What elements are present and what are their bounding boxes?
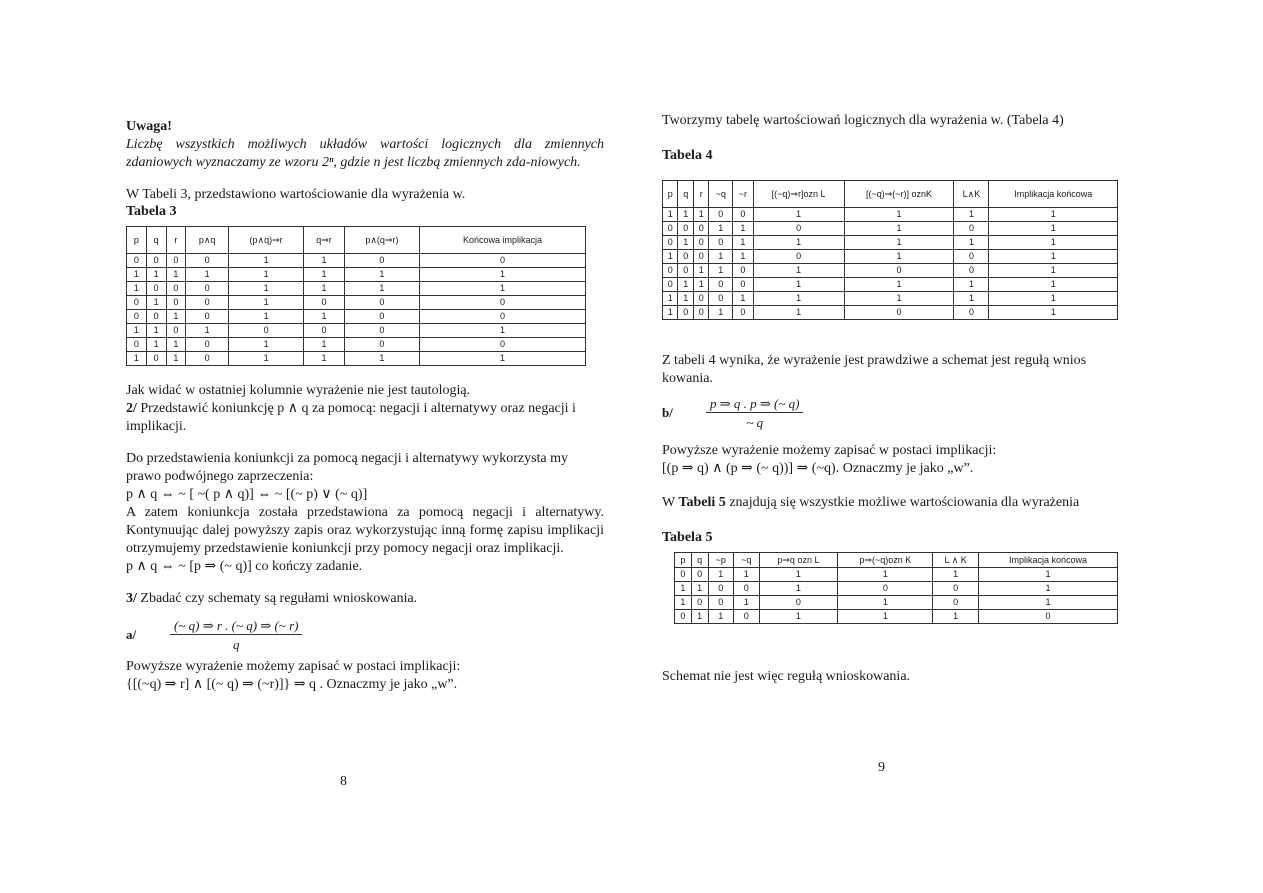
table-cell: 1: [734, 568, 760, 582]
table-cell: 0: [186, 282, 229, 296]
table-cell: 1: [693, 278, 708, 292]
table-cell: 0: [146, 254, 166, 268]
column-header: p⇒(~q)ozn K: [838, 553, 933, 568]
table-row: [675, 610, 1118, 624]
schema-a-label: a/: [126, 627, 137, 643]
table-cell: 1: [127, 352, 147, 366]
table-cell: 1: [146, 268, 166, 282]
table-cell: 1: [304, 254, 345, 268]
table-cell: 0: [678, 306, 693, 320]
table-cell: 0: [844, 264, 954, 278]
task-3-text: Zbadać czy schematy są regułami wnioskowania.: [136, 591, 418, 606]
table-cell: 0: [954, 250, 989, 264]
table5-title: Tabela 5: [662, 530, 713, 545]
table-cell: 0: [733, 278, 754, 292]
schema-b: [662, 396, 1132, 432]
table-row: [675, 596, 1118, 610]
table-cell: 0: [709, 278, 733, 292]
table-cell: 1: [733, 236, 754, 250]
table-cell: 0: [733, 264, 754, 278]
table-cell: 0: [693, 306, 708, 320]
table-cell: 1: [759, 582, 838, 596]
table-cell: 1: [304, 282, 345, 296]
table-cell: 1: [228, 268, 303, 282]
table-cell: 1: [166, 268, 186, 282]
column-header: q: [678, 181, 693, 208]
table-cell: 0: [708, 582, 734, 596]
table-cell: 0: [304, 296, 345, 310]
table-cell: 1: [753, 278, 844, 292]
table-row: [127, 352, 586, 366]
table-cell: 1: [344, 352, 419, 366]
table-cell: 0: [420, 296, 586, 310]
table-cell: 1: [978, 568, 1117, 582]
table-cell: 1: [420, 324, 586, 338]
formula-1: p ∧ q ⇔ ~ [ ~( p ∧ q)] ⇔ ~ [(~ p) ∨ (~ q)]: [126, 487, 368, 502]
table-5: [674, 552, 1118, 624]
table-cell: 1: [304, 310, 345, 324]
implication-note-left: Powyższe wyrażenie możemy zapisać w postaci implikacji:: [126, 659, 461, 674]
table-cell: 1: [675, 582, 692, 596]
table-cell: 1: [675, 596, 692, 610]
table-cell: 0: [838, 582, 933, 596]
table-cell: 0: [678, 222, 693, 236]
table-cell: 1: [228, 338, 303, 352]
table-cell: 1: [304, 352, 345, 366]
table-cell: 1: [733, 292, 754, 306]
table-cell: 0: [753, 222, 844, 236]
column-header: L ∧ K: [933, 553, 979, 568]
column-header: r: [166, 227, 186, 254]
task-2-text: Przedstawić koniunkcję p ∧ q za pomocą: negacji i alternatywy oraz negacji i implikacji.: [126, 401, 576, 434]
table-cell: 1: [420, 268, 586, 282]
table-cell: 0: [691, 568, 708, 582]
table-cell: 1: [663, 208, 678, 222]
table-cell: 1: [989, 264, 1118, 278]
table-cell: 1: [693, 208, 708, 222]
column-header: [(~q)⇒(~r)] oznK: [844, 181, 954, 208]
table-cell: 1: [228, 254, 303, 268]
table-cell: 0: [420, 254, 586, 268]
table-cell: 0: [344, 310, 419, 324]
table-cell: 0: [186, 296, 229, 310]
table-row: [675, 582, 1118, 596]
table-cell: 0: [675, 568, 692, 582]
table-cell: 0: [166, 296, 186, 310]
table5-intro-b: Tabeli 5: [678, 495, 726, 510]
table4-conclusion: Z tabeli 4 wynika, że wyrażenie jest prawdziwe a schemat jest regułą wnios kowania.: [662, 353, 1087, 386]
table-cell: 1: [753, 292, 844, 306]
schema-a-conclusion: q: [232, 637, 240, 652]
uwaga-title: Uwaga!: [126, 119, 172, 134]
table-cell: 1: [709, 250, 733, 264]
table-cell: 1: [228, 310, 303, 324]
schema-a-premises: (~ q) ⇒ r . (~ q) ⇒ (~ r): [170, 618, 302, 635]
column-header: r: [693, 181, 708, 208]
table-cell: 0: [344, 338, 419, 352]
table-cell: 1: [709, 264, 733, 278]
table-cell: 1: [989, 208, 1118, 222]
table-cell: 0: [708, 596, 734, 610]
table-cell: 1: [733, 222, 754, 236]
table-cell: 0: [166, 324, 186, 338]
table-cell: 0: [304, 324, 345, 338]
table-cell: 1: [228, 282, 303, 296]
column-header: ~r: [733, 181, 754, 208]
table-cell: 0: [678, 250, 693, 264]
column-header: ~q: [709, 181, 733, 208]
table-cell: 1: [753, 208, 844, 222]
table-cell: 0: [166, 254, 186, 268]
table-cell: 1: [844, 292, 954, 306]
right-page: [662, 112, 1132, 686]
table-row: [127, 282, 586, 296]
column-header: (p∧q)⇒r: [228, 227, 303, 254]
implication-note-right: Powyższe wyrażenie możemy zapisać w postaci implikacji:: [662, 443, 997, 458]
column-header: p∧q: [186, 227, 229, 254]
page-number-right: 9: [878, 760, 885, 775]
table-cell: 1: [734, 596, 760, 610]
table-cell: 0: [933, 582, 979, 596]
table-cell: 0: [693, 292, 708, 306]
table-cell: 1: [844, 250, 954, 264]
table-cell: 1: [954, 292, 989, 306]
table-cell: 0: [146, 352, 166, 366]
table-row: [663, 292, 1118, 306]
column-header: q: [691, 553, 708, 568]
table-cell: 1: [146, 296, 166, 310]
table-cell: 1: [753, 264, 844, 278]
table-cell: 1: [127, 268, 147, 282]
double-negation-intro: Do przedstawienia koniunkcji za pomocą negacji i alternatywy wykorzysta my prawo podwójnego zaprzeczenia:: [126, 451, 569, 484]
table-row: [663, 264, 1118, 278]
schema-b-fraction: [706, 396, 803, 431]
table-cell: 1: [838, 610, 933, 624]
table-cell: 1: [691, 610, 708, 624]
table-cell: 1: [989, 278, 1118, 292]
column-header: q: [146, 227, 166, 254]
table-cell: 1: [304, 338, 345, 352]
schema-b-conclusion: ~ q: [746, 415, 764, 430]
table-row: [663, 208, 1118, 222]
table5-intro-c: znajdują się wszystkie możliwe wartościowania dla wyrażenia: [725, 495, 1080, 510]
table-cell: 1: [954, 236, 989, 250]
table-row: [675, 568, 1118, 582]
table-row: [663, 222, 1118, 236]
table-cell: 0: [344, 254, 419, 268]
table-cell: 1: [989, 292, 1118, 306]
table-cell: 0: [127, 310, 147, 324]
table-row: [127, 296, 586, 310]
table-cell: 1: [166, 338, 186, 352]
table-cell: 0: [678, 264, 693, 278]
table-cell: 1: [228, 296, 303, 310]
table-cell: 1: [663, 292, 678, 306]
table-cell: 1: [709, 306, 733, 320]
table-cell: 1: [186, 324, 229, 338]
tautology-note: Jak widać w ostatniej kolumnie wyrażenie nie jest tautologią.: [126, 383, 471, 398]
task-3-number: 3/: [126, 591, 137, 606]
table-cell: 0: [954, 222, 989, 236]
table-cell: 1: [344, 268, 419, 282]
table-cell: 1: [693, 264, 708, 278]
table-cell: 1: [146, 324, 166, 338]
table-cell: 1: [844, 236, 954, 250]
table-cell: 1: [954, 278, 989, 292]
formula-2: p ∧ q ⇔ ~ [p ⇒ (~ q)] co kończy zadanie.: [126, 559, 363, 574]
column-header: p: [127, 227, 147, 254]
table-cell: 0: [709, 292, 733, 306]
table-cell: 1: [420, 282, 586, 296]
table-row: [663, 306, 1118, 320]
table-row: [127, 310, 586, 324]
table-cell: 1: [678, 292, 693, 306]
schema-a-fraction: [170, 618, 302, 653]
table-cell: 1: [186, 268, 229, 282]
table-cell: 1: [759, 568, 838, 582]
column-header: p: [663, 181, 678, 208]
table-cell: 1: [989, 222, 1118, 236]
column-header: Implikacja końcowa: [989, 181, 1118, 208]
table-3: [126, 226, 586, 366]
table-cell: 0: [844, 306, 954, 320]
table-cell: 1: [228, 352, 303, 366]
table-row: [127, 324, 586, 338]
table-cell: 0: [127, 254, 147, 268]
schema-b-label: b/: [662, 405, 673, 421]
table-cell: 1: [708, 610, 734, 624]
table-cell: 1: [663, 306, 678, 320]
table-cell: 1: [933, 610, 979, 624]
table-cell: 1: [678, 236, 693, 250]
schema-b-conclusion-text: Schemat nie jest więc regułą wnioskowania.: [662, 669, 911, 684]
table-row: [663, 250, 1118, 264]
table-cell: 0: [734, 610, 760, 624]
table-cell: 1: [844, 222, 954, 236]
table4-intro: Tworzymy tabelę wartościowań logicznych dla wyrażenia w. (Tabela 4): [662, 113, 1064, 128]
table-cell: 1: [759, 610, 838, 624]
table-cell: 1: [989, 236, 1118, 250]
table-cell: 1: [678, 208, 693, 222]
column-header: p∧(q⇒r): [344, 227, 419, 254]
table4-title: Tabela 4: [662, 148, 713, 163]
table-cell: 1: [678, 278, 693, 292]
table-cell: 1: [166, 352, 186, 366]
table-cell: 0: [693, 250, 708, 264]
column-header: Końcowa implikacja: [420, 227, 586, 254]
table-cell: 1: [146, 338, 166, 352]
table-cell: 0: [127, 338, 147, 352]
column-header: p: [675, 553, 692, 568]
table-cell: 1: [127, 282, 147, 296]
table-cell: 1: [978, 596, 1117, 610]
table-cell: 0: [228, 324, 303, 338]
table-cell: 0: [663, 236, 678, 250]
table-cell: 0: [663, 222, 678, 236]
table-row: [663, 236, 1118, 250]
table-cell: 1: [989, 306, 1118, 320]
table-cell: 0: [691, 596, 708, 610]
table-cell: 0: [344, 324, 419, 338]
table-cell: 0: [709, 208, 733, 222]
table-cell: 1: [838, 568, 933, 582]
table3-intro: W Tabeli 3, przedstawiono wartościowanie dla wyrażenia w.: [126, 187, 466, 202]
table-cell: 0: [733, 208, 754, 222]
task-2-number: 2/: [126, 401, 137, 416]
page-number-left: 8: [340, 774, 347, 789]
schema-a: [126, 618, 604, 654]
formula-3: {[(~q) ⇒ r] ∧ [(~ q) ⇒ (~r)]} ⇒ q . Oznaczmy je jako „w”.: [126, 677, 458, 692]
table-cell: 1: [844, 208, 954, 222]
table-cell: 1: [709, 222, 733, 236]
column-header: p⇒q ozn L: [759, 553, 838, 568]
formula-right: [(p ⇒ q) ∧ (p ⇒ (~ q))] ⇒ (~q). Oznaczmy je jako „w”.: [662, 461, 974, 476]
schema-b-premises: p ⇒ q . p ⇒ (~ q): [706, 396, 803, 413]
table-cell: 0: [344, 296, 419, 310]
table-cell: 1: [127, 324, 147, 338]
table-cell: 0: [954, 306, 989, 320]
table-cell: 0: [186, 352, 229, 366]
table3-title: Tabela 3: [126, 204, 177, 219]
table-cell: 0: [127, 296, 147, 310]
column-header: ~q: [734, 553, 760, 568]
table-cell: 1: [838, 596, 933, 610]
table-cell: 0: [146, 310, 166, 324]
left-page: [126, 118, 604, 694]
table-cell: 0: [978, 610, 1117, 624]
table-cell: 1: [344, 282, 419, 296]
table-cell: 1: [753, 236, 844, 250]
table-row: [127, 268, 586, 282]
table-cell: 0: [186, 310, 229, 324]
column-header: q⇒r: [304, 227, 345, 254]
table-cell: 1: [663, 250, 678, 264]
table-4: [662, 180, 1118, 320]
table-cell: 0: [709, 236, 733, 250]
table-cell: 0: [420, 338, 586, 352]
table-cell: 1: [978, 582, 1117, 596]
table-cell: 0: [954, 264, 989, 278]
table-cell: 1: [691, 582, 708, 596]
table-cell: 1: [420, 352, 586, 366]
table-cell: 1: [954, 208, 989, 222]
table-cell: 1: [304, 268, 345, 282]
task-2: [126, 400, 604, 436]
table-cell: 0: [759, 596, 838, 610]
column-header: ~p: [708, 553, 734, 568]
table-cell: 1: [753, 306, 844, 320]
column-header: Implikacja końcowa: [978, 553, 1117, 568]
table-row: [127, 338, 586, 352]
table-cell: 1: [933, 568, 979, 582]
table-cell: 0: [734, 582, 760, 596]
table-cell: 1: [733, 250, 754, 264]
table-cell: 0: [663, 264, 678, 278]
conjunction-text: A zatem koniunkcja została przedstawiona za pomocą negacji i alternatywy. Kontynuując dalej powyższy zapis oraz wykorzystując inną formę zapisu implikacji otrzymujemy przedstawienie koniunkcji przy pomocy negacji oraz implikacji.: [126, 505, 604, 556]
table-cell: 0: [933, 596, 979, 610]
table-cell: 0: [186, 338, 229, 352]
table-cell: 1: [166, 310, 186, 324]
column-header: [(~q)⇒r]ozn L: [753, 181, 844, 208]
table-cell: 0: [693, 236, 708, 250]
table-cell: 0: [166, 282, 186, 296]
table-cell: 0: [663, 278, 678, 292]
table-cell: 1: [708, 568, 734, 582]
table-cell: 0: [186, 254, 229, 268]
table-cell: 0: [693, 222, 708, 236]
table-cell: 1: [989, 250, 1118, 264]
column-header: L∧K: [954, 181, 989, 208]
table5-intro: [662, 494, 1132, 512]
table-cell: 0: [420, 310, 586, 324]
table-cell: 1: [844, 278, 954, 292]
table-row: [127, 254, 586, 268]
table-cell: 0: [675, 610, 692, 624]
table-cell: 0: [733, 306, 754, 320]
table-cell: 0: [146, 282, 166, 296]
table5-intro-a: W: [662, 495, 679, 510]
task-3: [126, 590, 604, 608]
table-row: [663, 278, 1118, 292]
uwaga-text: Liczbę wszystkich możliwych układów wartości logicznych dla zmiennych zdaniowych wyznaczamy ze wzoru 2ⁿ, gdzie n jest liczbą zmiennych zda-niowych.: [126, 137, 604, 170]
table-cell: 0: [753, 250, 844, 264]
